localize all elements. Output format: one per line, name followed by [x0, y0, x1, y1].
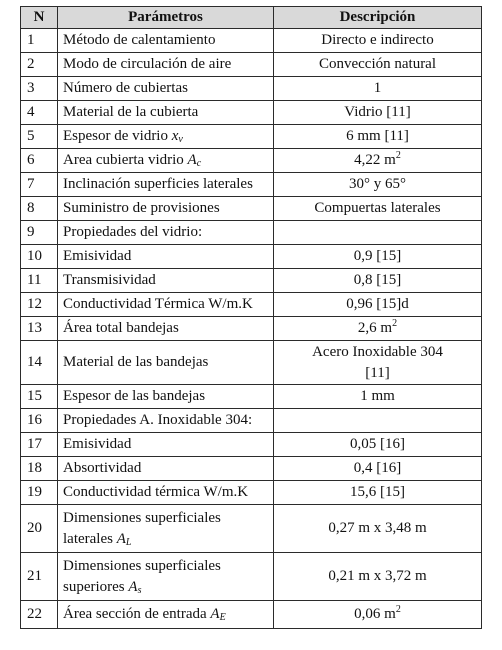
row-number: 16: [21, 409, 58, 433]
row-parameter: Área total bandejas: [58, 317, 274, 341]
param-subscript: E: [219, 612, 226, 623]
param-line-2: [63, 529, 268, 550]
row-parameter: Material de la cubierta: [58, 101, 274, 125]
row-number: 21: [21, 553, 58, 601]
row-description: 15,6 [15]: [274, 481, 482, 505]
row-number: 19: [21, 481, 58, 505]
table-row: [21, 433, 482, 457]
row-description: Directo e indirecto: [274, 29, 482, 53]
row-number: 2: [21, 53, 58, 77]
row-number: 12: [21, 293, 58, 317]
row-parameter: Propiedades A. Inoxidable 304:: [58, 409, 274, 433]
row-number: 13: [21, 317, 58, 341]
table-row: [21, 341, 482, 385]
row-parameter: Absortividad: [58, 457, 274, 481]
desc-text: 4,22 m: [354, 152, 396, 168]
row-parameter: [58, 149, 274, 173]
row-parameter: Conductividad Térmica W/m.K: [58, 293, 274, 317]
row-parameter: Suministro de provisiones: [58, 197, 274, 221]
table-row: [21, 245, 482, 269]
row-number: 4: [21, 101, 58, 125]
row-description: Convección natural: [274, 53, 482, 77]
row-number: 22: [21, 601, 58, 629]
row-parameter: Número de cubiertas: [58, 77, 274, 101]
table-row: [21, 385, 482, 409]
param-variable: A: [116, 530, 126, 547]
row-parameter: Método de calentamiento: [58, 29, 274, 53]
table-row: [21, 505, 482, 553]
param-subscript: v: [178, 134, 183, 145]
param-text: superiores: [63, 578, 125, 595]
row-parameter: Espesor de las bandejas: [58, 385, 274, 409]
row-number: 9: [21, 221, 58, 245]
table-row: [21, 317, 482, 341]
param-subscript: L: [125, 536, 132, 548]
row-parameter: Emisividad: [58, 245, 274, 269]
row-parameter: Modo de circulación de aire: [58, 53, 274, 77]
row-number: 8: [21, 197, 58, 221]
table-row: [21, 221, 482, 245]
row-description: [274, 409, 482, 433]
desc-text: 2,6 m: [357, 320, 393, 336]
table-row: [21, 269, 482, 293]
param-subscript: c: [196, 158, 202, 169]
row-description: 0,05 [16]: [274, 433, 482, 457]
row-description: 0,96 [15]d: [274, 293, 482, 317]
header-parametros: Parámetros: [58, 7, 274, 29]
row-number: 6: [21, 149, 58, 173]
row-description: [274, 341, 482, 385]
param-line-2: [63, 577, 268, 598]
table-row: [21, 77, 482, 101]
param-variable: A: [210, 606, 220, 622]
row-description: Compuertas laterales: [274, 197, 482, 221]
row-parameter: [58, 601, 274, 629]
param-text: laterales: [63, 530, 113, 547]
table-row: [21, 125, 482, 149]
row-parameter: [58, 505, 274, 553]
table-row: [21, 409, 482, 433]
table-row: [21, 29, 482, 53]
row-description: [274, 317, 482, 341]
row-parameter: Propiedades del vidrio:: [58, 221, 274, 245]
table-row: [21, 149, 482, 173]
row-number: 10: [21, 245, 58, 269]
row-description: 0,27 m x 3,48 m: [274, 505, 482, 553]
row-parameter: Emisividad: [58, 433, 274, 457]
param-variable: x: [171, 128, 179, 144]
row-number: 18: [21, 457, 58, 481]
table-row: [21, 481, 482, 505]
row-number: 5: [21, 125, 58, 149]
param-variable: A: [187, 152, 197, 168]
table-row: [21, 53, 482, 77]
row-description: 30° y 65°: [274, 173, 482, 197]
desc-superscript: 2: [395, 150, 401, 161]
row-description: [274, 601, 482, 629]
header-descripcion: Descripción: [274, 7, 482, 29]
row-parameter: Conductividad térmica W/m.K: [58, 481, 274, 505]
row-parameter: Inclinación superficies laterales: [58, 173, 274, 197]
row-number: 20: [21, 505, 58, 553]
param-text: Área sección de entrada: [63, 606, 207, 622]
table-row: [21, 601, 482, 629]
desc-line-2: [11]: [365, 364, 390, 381]
row-number: 11: [21, 269, 58, 293]
param-text: Espesor de vidrio: [63, 128, 168, 144]
param-variable: A: [128, 578, 138, 595]
desc-superscript: 2: [392, 318, 398, 329]
row-number: 15: [21, 385, 58, 409]
param-line-1: Dimensiones superficiales: [63, 557, 221, 574]
row-description: 0,8 [15]: [274, 269, 482, 293]
desc-line-1: Acero Inoxidable 304: [312, 343, 443, 360]
table-row: [21, 101, 482, 125]
parameters-table: [20, 6, 482, 629]
row-number: 17: [21, 433, 58, 457]
row-parameter: Transmisividad: [58, 269, 274, 293]
row-description: 1 mm: [274, 385, 482, 409]
table-row: [21, 197, 482, 221]
row-number: 1: [21, 29, 58, 53]
param-line-1: Dimensiones superficiales: [63, 509, 221, 526]
table-row: [21, 173, 482, 197]
desc-superscript: 2: [395, 604, 401, 615]
row-number: 3: [21, 77, 58, 101]
table-row: [21, 293, 482, 317]
param-text: Area cubierta vidrio: [63, 152, 184, 168]
row-description: 0,21 m x 3,72 m: [274, 553, 482, 601]
row-parameter: [58, 125, 274, 149]
table-row: [21, 457, 482, 481]
row-description: 0,4 [16]: [274, 457, 482, 481]
row-description: 0,9 [15]: [274, 245, 482, 269]
row-description: Vidrio [11]: [274, 101, 482, 125]
row-description: [274, 221, 482, 245]
row-number: 14: [21, 341, 58, 385]
row-parameter: Material de las bandejas: [58, 341, 274, 385]
header-n: N: [21, 7, 58, 29]
param-subscript: s: [137, 584, 142, 596]
row-parameter: [58, 553, 274, 601]
desc-text: 0,06 m: [354, 606, 396, 622]
row-description: 6 mm [11]: [274, 125, 482, 149]
table-row: [21, 553, 482, 601]
row-description: [274, 149, 482, 173]
header-row: [21, 7, 482, 29]
row-number: 7: [21, 173, 58, 197]
row-description: 1: [274, 77, 482, 101]
